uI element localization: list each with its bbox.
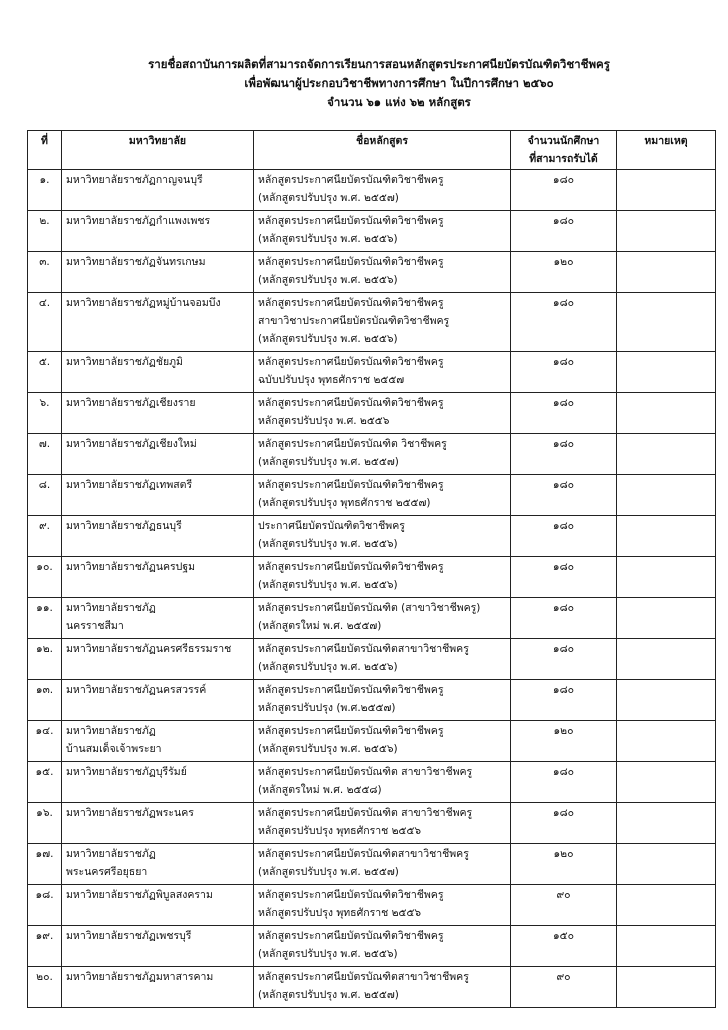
university-cell <box>62 434 254 475</box>
document-subtitle: เพื่อพัฒนาผู้ประกอบวิชาชีพทางการศึกษา ในปีการศึกษา ๒๕๖๐ <box>244 76 554 90</box>
document-count: จำนวน ๖๑ แห่ง ๖๒ หลักสูตร <box>327 95 471 109</box>
course-cell <box>254 557 511 598</box>
header-course: ชื่อหลักสูตร <box>254 131 511 170</box>
course-name: หลักสูตรประกาศนียบัตรบัณฑิตวิชาชีพครู <box>258 561 444 573</box>
header-remark: หมายเหตุ <box>617 131 716 170</box>
row-number: ๑๙. <box>28 926 62 967</box>
course-cell <box>254 926 511 967</box>
table-row <box>28 926 716 967</box>
course-cell <box>254 293 511 352</box>
course-name: หลักสูตรประกาศนียบัตรบัณฑิตวิชาชีพครู <box>258 297 444 309</box>
university-name-cont: บ้านสมเด็จเจ้าพระยา <box>66 743 162 755</box>
course-cell <box>254 721 511 762</box>
capacity-cell: ๙๐ <box>511 967 617 1008</box>
course-detail-2: (หลักสูตรปรับปรุง พ.ศ. ๒๕๕๖) <box>258 333 398 345</box>
capacity-cell: ๑๒๐ <box>511 844 617 885</box>
row-number: ๑๗. <box>28 844 62 885</box>
university-name: มหาวิทยาลัยราชภัฏนครศรีธรรมราช <box>66 643 232 655</box>
course-detail: (หลักสูตรปรับปรุง พ.ศ. ๒๕๕๖) <box>258 538 398 550</box>
row-number: ๖. <box>28 393 62 434</box>
table-row <box>28 803 716 844</box>
capacity-cell: ๑๕๐ <box>511 926 617 967</box>
course-name: หลักสูตรประกาศนียบัตรบัณฑิตวิชาชีพครู <box>258 256 444 268</box>
university-cell <box>62 475 254 516</box>
course-detail: สาขาวิชาประกาศนียบัตรบัณฑิตวิชาชีพครู <box>258 315 450 327</box>
capacity-cell: ๑๘๐ <box>511 680 617 721</box>
row-number: ๑๐. <box>28 557 62 598</box>
course-name: หลักสูตรประกาศนียบัตรบัณฑิต (สาขาวิชาชีพครู) <box>258 602 481 614</box>
university-name: มหาวิทยาลัยราชภัฏกาญจนบุรี <box>66 174 203 186</box>
course-detail: (หลักสูตรปรับปรุง พ.ศ. ๒๕๕๗) <box>258 989 399 1001</box>
university-cell <box>62 803 254 844</box>
course-name: หลักสูตรประกาศนียบัตรบัณฑิตสาขาวิชาชีพครู <box>258 848 469 860</box>
table-row <box>28 170 716 211</box>
remark-cell <box>617 557 716 598</box>
course-name: หลักสูตรประกาศนียบัตรบัณฑิตวิชาชีพครู <box>258 397 444 409</box>
header-no: ที่ <box>28 131 62 170</box>
university-name: มหาวิทยาลัยราชภัฏเชียงราย <box>66 397 196 409</box>
course-cell <box>254 762 511 803</box>
remark-cell <box>617 844 716 885</box>
course-cell <box>254 475 511 516</box>
remark-cell <box>617 803 716 844</box>
course-name: หลักสูตรประกาศนียบัตรบัณฑิตวิชาชีพครู <box>258 684 444 696</box>
university-name: มหาวิทยาลัยราชภัฏ <box>66 848 156 860</box>
course-name: หลักสูตรประกาศนียบัตรบัณฑิตวิชาชีพครู <box>258 930 444 942</box>
table-row <box>28 434 716 475</box>
university-cell <box>62 598 254 639</box>
university-cell <box>62 393 254 434</box>
table-row <box>28 252 716 293</box>
capacity-cell: ๑๘๐ <box>511 170 617 211</box>
university-name: มหาวิทยาลัยราชภัฏเพชรบุรี <box>66 930 192 942</box>
document-header <box>0 55 728 112</box>
remark-cell <box>617 352 716 393</box>
table-row <box>28 721 716 762</box>
row-number: ๑๓. <box>28 680 62 721</box>
remark-cell <box>617 721 716 762</box>
course-name: หลักสูตรประกาศนียบัตรบัณฑิต สาขาวิชาชีพครู <box>258 766 473 778</box>
header-capacity-line1: จำนวนนักศึกษา <box>527 135 600 147</box>
university-cell <box>62 680 254 721</box>
remark-cell <box>617 475 716 516</box>
course-detail: (หลักสูตรปรับปรุง พ.ศ. ๒๕๕๖) <box>258 661 398 673</box>
row-number: ๑๔. <box>28 721 62 762</box>
table-row <box>28 639 716 680</box>
course-name: หลักสูตรประกาศนียบัตรบัณฑิตวิชาชีพครู <box>258 479 444 491</box>
course-detail: หลักสูตรปรับปรุง พุทธศักราช ๒๕๕๖ <box>258 907 422 919</box>
course-cell <box>254 352 511 393</box>
course-detail: หลักสูตรปรับปรุง (พ.ศ.๒๕๕๗) <box>258 702 396 714</box>
course-detail: (หลักสูตรปรับปรุง พ.ศ. ๒๕๕๖) <box>258 233 398 245</box>
capacity-cell: ๑๘๐ <box>511 762 617 803</box>
institution-table <box>27 130 716 1008</box>
university-cell <box>62 844 254 885</box>
university-name: มหาวิทยาลัยราชภัฏเชียงใหม่ <box>66 438 197 450</box>
row-number: ๗. <box>28 434 62 475</box>
row-number: ๓. <box>28 252 62 293</box>
remark-cell <box>617 926 716 967</box>
row-number: ๒. <box>28 211 62 252</box>
course-detail: (หลักสูตรใหม่ พ.ศ. ๒๕๕๗) <box>258 620 382 632</box>
capacity-cell: ๑๒๐ <box>511 252 617 293</box>
remark-cell <box>617 885 716 926</box>
university-name: มหาวิทยาลัยราชภัฏหมู่บ้านจอมบึง <box>66 297 221 309</box>
university-name-cont: นครราชสีมา <box>66 620 124 632</box>
course-cell <box>254 393 511 434</box>
university-cell <box>62 516 254 557</box>
course-detail: (หลักสูตรปรับปรุง พ.ศ. ๒๕๕๗) <box>258 192 399 204</box>
header-university: มหาวิทยาลัย <box>62 131 254 170</box>
university-name: มหาวิทยาลัยราชภัฏมหาสารคาม <box>66 971 214 983</box>
course-detail: (หลักสูตรใหม่ พ.ศ. ๒๕๕๘) <box>258 784 382 796</box>
course-name: หลักสูตรประกาศนียบัตรบัณฑิต วิชาชีพครู <box>258 438 447 450</box>
table-row <box>28 393 716 434</box>
course-name: หลักสูตรประกาศนียบัตรบัณฑิต สาขาวิชาชีพครู <box>258 807 473 819</box>
capacity-cell: ๑๘๐ <box>511 293 617 352</box>
course-cell <box>254 803 511 844</box>
remark-cell <box>617 598 716 639</box>
university-cell <box>62 211 254 252</box>
course-detail: (หลักสูตรปรับปรุง พ.ศ. ๒๕๕๖) <box>258 579 398 591</box>
course-detail: (หลักสูตรปรับปรุง พ.ศ. ๒๕๕๖) <box>258 274 398 286</box>
table-row <box>28 680 716 721</box>
row-number: ๒๐. <box>28 967 62 1008</box>
course-name: หลักสูตรประกาศนียบัตรบัณฑิตวิชาชีพครู <box>258 356 444 368</box>
capacity-cell: ๑๘๐ <box>511 352 617 393</box>
course-name: หลักสูตรประกาศนียบัตรบัณฑิตวิชาชีพครู <box>258 725 444 737</box>
row-number: ๑๒. <box>28 639 62 680</box>
university-name: มหาวิทยาลัยราชภัฏนครปฐม <box>66 561 196 573</box>
course-detail: (หลักสูตรปรับปรุง พ.ศ. ๒๕๕๖) <box>258 743 398 755</box>
remark-cell <box>617 393 716 434</box>
table-row <box>28 475 716 516</box>
table-row <box>28 211 716 252</box>
table-row <box>28 557 716 598</box>
university-name: มหาวิทยาลัยราชภัฏธนบุรี <box>66 520 182 532</box>
university-cell <box>62 170 254 211</box>
university-name: มหาวิทยาลัยราชภัฏกำแพงเพชร <box>66 215 211 227</box>
remark-cell <box>617 293 716 352</box>
course-cell <box>254 170 511 211</box>
row-number: ๕. <box>28 352 62 393</box>
course-cell <box>254 967 511 1008</box>
university-cell <box>62 762 254 803</box>
course-cell <box>254 516 511 557</box>
capacity-cell: ๑๘๐ <box>511 475 617 516</box>
capacity-cell: ๑๒๐ <box>511 721 617 762</box>
table-row <box>28 762 716 803</box>
university-name: มหาวิทยาลัยราชภัฏพระนคร <box>66 807 194 819</box>
course-detail: (หลักสูตรปรับปรุง พ.ศ. ๒๕๕๗) <box>258 456 399 468</box>
header-capacity-line2: ที่สามารถรับได้ <box>529 153 598 165</box>
document-title: รายชื่อสถาบันการผลิตที่สามารถจัดการเรียนการสอนหลักสูตรประกาศนียบัตรบัณฑิตวิชาชีพครู <box>148 57 610 71</box>
course-cell <box>254 211 511 252</box>
course-cell <box>254 680 511 721</box>
remark-cell <box>617 516 716 557</box>
remark-cell <box>617 762 716 803</box>
row-number: ๑๑. <box>28 598 62 639</box>
course-cell <box>254 885 511 926</box>
capacity-cell: ๑๘๐ <box>511 393 617 434</box>
university-name: มหาวิทยาลัยราชภัฏชัยภูมิ <box>66 356 183 368</box>
remark-cell <box>617 680 716 721</box>
course-name: หลักสูตรประกาศนียบัตรบัณฑิตสาขาวิชาชีพครู <box>258 971 469 983</box>
remark-cell <box>617 252 716 293</box>
capacity-cell: ๑๘๐ <box>511 211 617 252</box>
university-cell <box>62 721 254 762</box>
remark-cell <box>617 170 716 211</box>
row-number: ๑๘. <box>28 885 62 926</box>
course-name: หลักสูตรประกาศนียบัตรบัณฑิตวิชาชีพครู <box>258 215 444 227</box>
table-row <box>28 293 716 352</box>
row-number: ๑. <box>28 170 62 211</box>
university-name: มหาวิทยาลัยราชภัฏจันทรเกษม <box>66 256 206 268</box>
capacity-cell: ๑๘๐ <box>511 803 617 844</box>
capacity-cell: ๑๘๐ <box>511 557 617 598</box>
table-row <box>28 967 716 1008</box>
capacity-cell: ๑๘๐ <box>511 598 617 639</box>
university-name: มหาวิทยาลัยราชภัฏ <box>66 602 156 614</box>
remark-cell <box>617 639 716 680</box>
university-cell <box>62 967 254 1008</box>
university-name-cont: พระนครศรีอยุธยา <box>66 866 148 878</box>
university-cell <box>62 293 254 352</box>
table-row <box>28 598 716 639</box>
table-row <box>28 352 716 393</box>
table-row <box>28 516 716 557</box>
course-detail: (หลักสูตรปรับปรุง พ.ศ. ๒๕๕๗) <box>258 866 399 878</box>
university-cell <box>62 557 254 598</box>
table-row <box>28 885 716 926</box>
row-number: ๙. <box>28 516 62 557</box>
university-cell <box>62 352 254 393</box>
course-cell <box>254 252 511 293</box>
row-number: ๑๕. <box>28 762 62 803</box>
course-cell <box>254 598 511 639</box>
remark-cell <box>617 967 716 1008</box>
course-name: หลักสูตรประกาศนียบัตรบัณฑิตสาขาวิชาชีพครู <box>258 643 469 655</box>
university-cell <box>62 252 254 293</box>
row-number: ๔. <box>28 293 62 352</box>
course-name: ประกาศนียบัตรบัณฑิตวิชาชีพครู <box>258 520 405 532</box>
course-cell <box>254 434 511 475</box>
university-cell <box>62 885 254 926</box>
course-name: หลักสูตรประกาศนียบัตรบัณฑิตวิชาชีพครู <box>258 889 444 901</box>
university-name: มหาวิทยาลัยราชภัฏบุรีรัมย์ <box>66 766 187 778</box>
university-cell <box>62 639 254 680</box>
course-detail: (หลักสูตรปรับปรุง พุทธศักราช ๒๕๕๗) <box>258 497 431 509</box>
capacity-cell: ๑๘๐ <box>511 516 617 557</box>
course-detail: หลักสูตรปรับปรุง พ.ศ. ๒๕๕๖ <box>258 415 390 427</box>
capacity-cell: ๑๘๐ <box>511 434 617 475</box>
remark-cell <box>617 434 716 475</box>
table-row <box>28 844 716 885</box>
course-cell <box>254 844 511 885</box>
university-name: มหาวิทยาลัยราชภัฏ <box>66 725 156 737</box>
row-number: ๘. <box>28 475 62 516</box>
table-header-row <box>28 131 716 170</box>
course-name: หลักสูตรประกาศนียบัตรบัณฑิตวิชาชีพครู <box>258 174 444 186</box>
capacity-cell: ๑๘๐ <box>511 639 617 680</box>
course-detail: หลักสูตรปรับปรุง พุทธศักราช ๒๕๕๖ <box>258 825 422 837</box>
university-name: มหาวิทยาลัยราชภัฏพิบูลสงคราม <box>66 889 213 901</box>
university-name: มหาวิทยาลัยราชภัฏเทพสตรี <box>66 479 193 491</box>
course-cell <box>254 639 511 680</box>
university-cell <box>62 926 254 967</box>
capacity-cell: ๙๐ <box>511 885 617 926</box>
remark-cell <box>617 211 716 252</box>
row-number: ๑๖. <box>28 803 62 844</box>
university-name: มหาวิทยาลัยราชภัฏนครสวรรค์ <box>66 684 207 696</box>
course-detail: (หลักสูตรปรับปรุง พ.ศ. ๒๕๕๖) <box>258 948 398 960</box>
course-detail: ฉบับปรับปรุง พุทธศักราช ๒๕๕๗ <box>258 374 405 386</box>
header-capacity <box>511 131 617 170</box>
